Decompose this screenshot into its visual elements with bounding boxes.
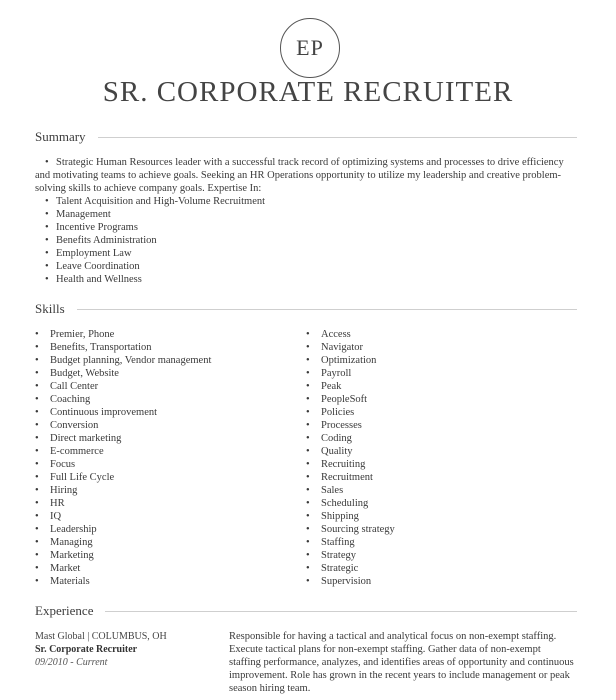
skill-item (35, 432, 211, 445)
summary-item-text: Leave Coordination (56, 261, 140, 272)
bullet-icon: • (35, 485, 39, 496)
section-divider (105, 611, 577, 612)
bullet-icon: • (35, 355, 39, 366)
bullet-icon: • (35, 446, 39, 457)
skill-item-text: Materials (50, 576, 90, 587)
experience-dates: 09/2010 - Current (35, 657, 108, 668)
skill-item-text: Marketing (50, 550, 94, 561)
skill-item-text: Policies (321, 407, 355, 418)
bullet-icon: • (35, 472, 39, 483)
section-divider (98, 137, 577, 138)
summary-intro (35, 156, 575, 195)
bullet-icon: • (45, 248, 49, 259)
skill-item (306, 458, 395, 471)
bullet-icon: • (306, 368, 310, 379)
bullet-icon: • (306, 381, 310, 392)
bullet-icon: • (35, 342, 39, 353)
skill-item-text: HR (50, 498, 65, 509)
bullet-icon: • (35, 576, 39, 587)
skill-item (35, 458, 211, 471)
bullet-icon: • (306, 498, 310, 509)
bullet-icon: • (35, 498, 39, 509)
skill-item (306, 328, 395, 341)
bullet-icon: • (35, 407, 39, 418)
summary-section-header (35, 129, 577, 145)
bullet-icon: • (35, 537, 39, 548)
bullet-icon: • (45, 157, 49, 168)
summary-item (45, 273, 265, 286)
skill-item-text: Staffing (321, 537, 355, 548)
skill-item-text: Scheduling (321, 498, 369, 509)
skill-item (306, 484, 395, 497)
bullet-icon: • (35, 420, 39, 431)
skill-item (35, 575, 211, 588)
skill-item (306, 393, 395, 406)
bullet-icon: • (45, 235, 49, 246)
skill-item (306, 445, 395, 458)
monogram-badge (280, 18, 340, 78)
bullet-icon: • (306, 342, 310, 353)
bullet-icon: • (306, 563, 310, 574)
skills-section-header (35, 301, 577, 317)
bullet-icon: • (306, 446, 310, 457)
skill-item-text: Coding (321, 433, 352, 444)
bullet-icon: • (35, 433, 39, 444)
skill-item (35, 341, 211, 354)
skill-item (306, 575, 395, 588)
bullet-icon: • (306, 524, 310, 535)
summary-item (45, 195, 265, 208)
skill-item (35, 549, 211, 562)
experience-meta (35, 630, 220, 669)
summary-heading: Summary (35, 129, 86, 144)
skill-item (35, 445, 211, 458)
skill-item-text: Call Center (50, 381, 99, 392)
skill-item (35, 328, 211, 341)
skill-item-text: Focus (50, 459, 76, 470)
skill-item (35, 471, 211, 484)
bullet-icon: • (35, 550, 39, 561)
initials: EP (296, 35, 324, 60)
skill-item-text: Recruiting (321, 459, 366, 470)
skill-item (306, 497, 395, 510)
bullet-icon: • (35, 329, 39, 340)
bullet-icon: • (306, 355, 310, 366)
summary-expertise-list (45, 195, 265, 286)
skills-list-right (306, 328, 395, 588)
summary-item-text: Incentive Programs (56, 222, 138, 233)
skills-heading: Skills (35, 301, 65, 316)
summary-item-text: Talent Acquisition and High-Volume Recruitment (56, 196, 266, 207)
skill-item (306, 523, 395, 536)
skill-item-text: Quality (321, 446, 353, 457)
skill-item (306, 419, 395, 432)
bullet-icon: • (45, 274, 49, 285)
bullet-icon: • (35, 368, 39, 379)
bullet-icon: • (306, 550, 310, 561)
bullet-icon: • (306, 485, 310, 496)
skill-item (306, 562, 395, 575)
experience-heading: Experience (35, 603, 94, 618)
bullet-icon: • (35, 524, 39, 535)
skill-item-text: Direct marketing (50, 433, 122, 444)
skill-item-text: Sourcing strategy (321, 524, 395, 535)
bullet-icon: • (45, 196, 49, 207)
skill-item-text: Coaching (50, 394, 91, 405)
skill-item-text: Payroll (321, 368, 352, 379)
skill-item-text: Peak (321, 381, 342, 392)
skill-item (306, 354, 395, 367)
bullet-icon: • (45, 222, 49, 233)
experience-section-header (35, 603, 577, 619)
skill-item-text: E-commerce (50, 446, 104, 457)
skill-item-text: Budget planning, Vendor management (50, 355, 212, 366)
experience-company: Mast Global | COLUMBUS, OH (35, 631, 167, 642)
bullet-icon: • (306, 394, 310, 405)
bullet-icon: • (45, 261, 49, 272)
skill-item-text: Leadership (50, 524, 97, 535)
skill-item-text: Supervision (321, 576, 372, 587)
skill-item-text: IQ (50, 511, 62, 522)
skill-item-text: PeopleSoft (321, 394, 368, 405)
summary-item-text: Benefits Administration (56, 235, 157, 246)
summary-item-text: Health and Wellness (56, 274, 142, 285)
skill-item (35, 393, 211, 406)
bullet-icon: • (306, 537, 310, 548)
bullet-icon: • (306, 472, 310, 483)
skill-item (306, 510, 395, 523)
skill-item-text: Strategy (321, 550, 356, 561)
skill-item-text: Benefits, Transportation (50, 342, 152, 353)
skill-item (306, 549, 395, 562)
skill-item (35, 484, 211, 497)
skill-item (306, 341, 395, 354)
skill-item (35, 367, 211, 380)
skill-item (306, 367, 395, 380)
skill-item-text: Navigator (321, 342, 363, 353)
summary-item (45, 221, 265, 234)
bullet-icon: • (35, 381, 39, 392)
bullet-icon: • (45, 209, 49, 220)
skill-item-text: Market (50, 563, 81, 574)
skill-item-text: Full Life Cycle (50, 472, 115, 483)
skill-item (35, 406, 211, 419)
skill-item (306, 406, 395, 419)
skill-item (35, 562, 211, 575)
skill-item-text: Access (321, 329, 351, 340)
skill-item (306, 432, 395, 445)
bullet-icon: • (306, 329, 310, 340)
bullet-icon: • (35, 394, 39, 405)
skill-item (35, 510, 211, 523)
skill-item-text: Continuous improvement (50, 407, 158, 418)
summary-item (45, 208, 265, 221)
skill-item-text: Managing (50, 537, 93, 548)
summary-item (45, 234, 265, 247)
skill-item-text: Optimization (321, 355, 377, 366)
skill-item (35, 354, 211, 367)
summary-item (45, 260, 265, 273)
summary-item (45, 247, 265, 260)
skill-item-text: Strategic (321, 563, 359, 574)
bullet-icon: • (306, 433, 310, 444)
skill-item (306, 380, 395, 393)
bullet-icon: • (306, 407, 310, 418)
summary-item-text: Employment Law (56, 248, 132, 259)
skill-item-text: Sales (321, 485, 344, 496)
skill-item-text: Premier, Phone (50, 329, 115, 340)
skill-item (35, 380, 211, 393)
skill-item-text: Shipping (321, 511, 359, 522)
summary-item-text: Management (56, 209, 111, 220)
bullet-icon: • (306, 420, 310, 431)
bullet-icon: • (306, 459, 310, 470)
skill-item (35, 523, 211, 536)
bullet-icon: • (35, 563, 39, 574)
page-title: SR. CORPORATE RECRUITER (102, 76, 514, 108)
section-divider (77, 309, 577, 310)
bullet-icon: • (35, 459, 39, 470)
skill-item-text: Budget, Website (50, 368, 119, 379)
skill-item (35, 536, 211, 549)
summary-intro-text: Strategic Human Resources leader with a successful track record of optimizing systems and processes to drive efficiency and motivating teams to achieve goals. Seeking an HR Operations opportunity to utilize my leadership and creative problem-solving skills to achieve company goals. Expertise In: (35, 157, 564, 194)
skill-item-text: Processes (321, 420, 362, 431)
skills-list-left (35, 328, 211, 588)
skill-item (306, 536, 395, 549)
skill-item-text: Hiring (50, 485, 78, 496)
skill-item-text: Conversion (50, 420, 99, 431)
experience-role: Sr. Corporate Recruiter (35, 644, 138, 655)
bullet-icon: • (306, 511, 310, 522)
bullet-icon: • (306, 576, 310, 587)
skill-item (306, 471, 395, 484)
bullet-icon: • (35, 511, 39, 522)
skill-item-text: Recruitment (321, 472, 373, 483)
skill-item (35, 497, 211, 510)
experience-description: Responsible for having a tactical and analytical focus on non-exempt staffing. Execute tactical plans for non-exempt staffing. Gather data of non-exempt staffing performance, analyzes, and identifies areas of opportunity and continuous improvement. Role has grown in the recent years to include management or peak season hiring team. (229, 631, 574, 694)
skill-item (35, 419, 211, 432)
